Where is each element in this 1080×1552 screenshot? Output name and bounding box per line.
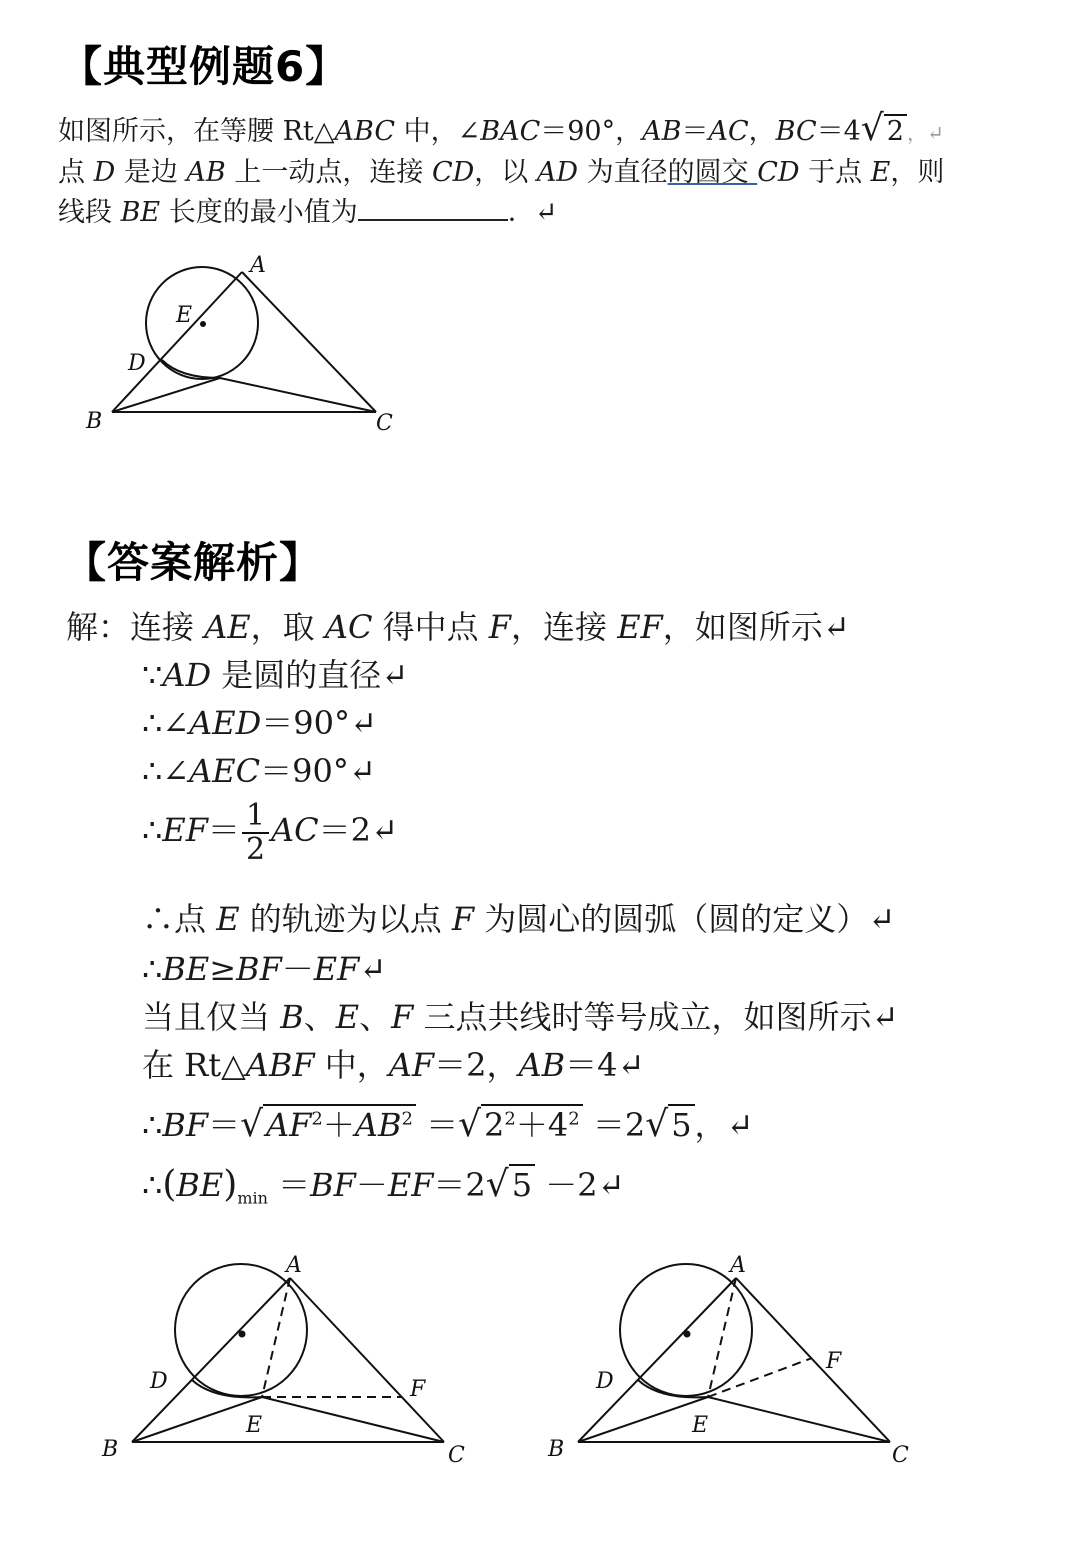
solution-step-8: 当且仅当 B、E、F 三点共线时等号成立，如图所示↵ — [142, 998, 899, 1036]
figure-2-label-f: F — [410, 1377, 426, 1402]
figure-3-label-d: D — [596, 1369, 614, 1394]
figure-1-label-c: C — [376, 411, 393, 436]
solution-step-10: $\therefore BF=√AF^2+AB^2 =√2^2+4^2 =2√5$，↵ — [142, 1104, 754, 1145]
figure-1 — [70, 250, 410, 440]
solution-step-6: ∴点 E 的轨迹为以点 F 为圆心的圆弧（圆的定义）↵ — [142, 900, 896, 938]
solution-step-2: ∵AD 是圆的直径↵ — [142, 656, 409, 694]
solution-step-5: ∴EF＝ $\frac{1}{2}$ AC＝2↵ — [142, 798, 398, 867]
solution-step-4: ∴∠AEC＝90°↵ — [142, 752, 376, 790]
figure-1-label-d: D — [128, 351, 146, 376]
figure-3-label-b: B — [548, 1437, 565, 1462]
problem-line-3: 线段 BE 长度的最小值为 ．↵ — [58, 197, 558, 228]
solution-step-9: 在 Rt△ABF 中，AF＝2，AB＝4↵ — [142, 1046, 645, 1084]
fraction-one-half: $\frac{1}{2}$ — [242, 800, 269, 865]
figure-2-label-d: D — [150, 1369, 168, 1394]
figure-2-label-c: C — [448, 1443, 465, 1468]
figure-3-label-e: E — [692, 1413, 709, 1438]
solution-step-7: ∴BE≥BF－EF↵ — [142, 950, 387, 988]
figure-2-label-b: B — [102, 1437, 119, 1462]
figure-1-label-b: B — [86, 409, 103, 434]
solution-step-1: 解：连接 AE，取 AC 得中点 F，连接 EF，如图所示↵ — [66, 608, 850, 646]
figure-3-label-f: F — [826, 1349, 842, 1374]
solution-step-3: ∴∠AED＝90°↵ — [142, 704, 377, 742]
figure-2 — [96, 1250, 486, 1480]
figure-3-label-a: A — [730, 1253, 746, 1278]
figure-2-label-a: A — [286, 1253, 302, 1278]
answer-blank[interactable] — [358, 195, 508, 221]
figure-2-label-e: E — [246, 1413, 263, 1438]
problem-line-2: 点 D 是边 AB 上一动点，连接 CD，以 AD 为直径的圆交 CD 于点 E，则 — [58, 157, 945, 188]
figure-1-label-a: A — [250, 253, 266, 278]
solution-step-11: $\therefore(BE)_{min} =BF-EF=2√5$ －2↵ — [142, 1164, 625, 1208]
answer-title: 【答案解析】 — [64, 538, 323, 587]
figure-1-label-e: E — [176, 303, 193, 328]
figure-3 — [544, 1250, 934, 1480]
example-title: 【典型例题6】 — [60, 42, 349, 91]
problem-line-1: 如图所示，在等腰 Rt△ABC 中，∠BAC＝90°，AB＝AC，BC＝4√ 2 ，↵ — [58, 108, 944, 149]
figure-3-label-c: C — [892, 1443, 909, 1468]
